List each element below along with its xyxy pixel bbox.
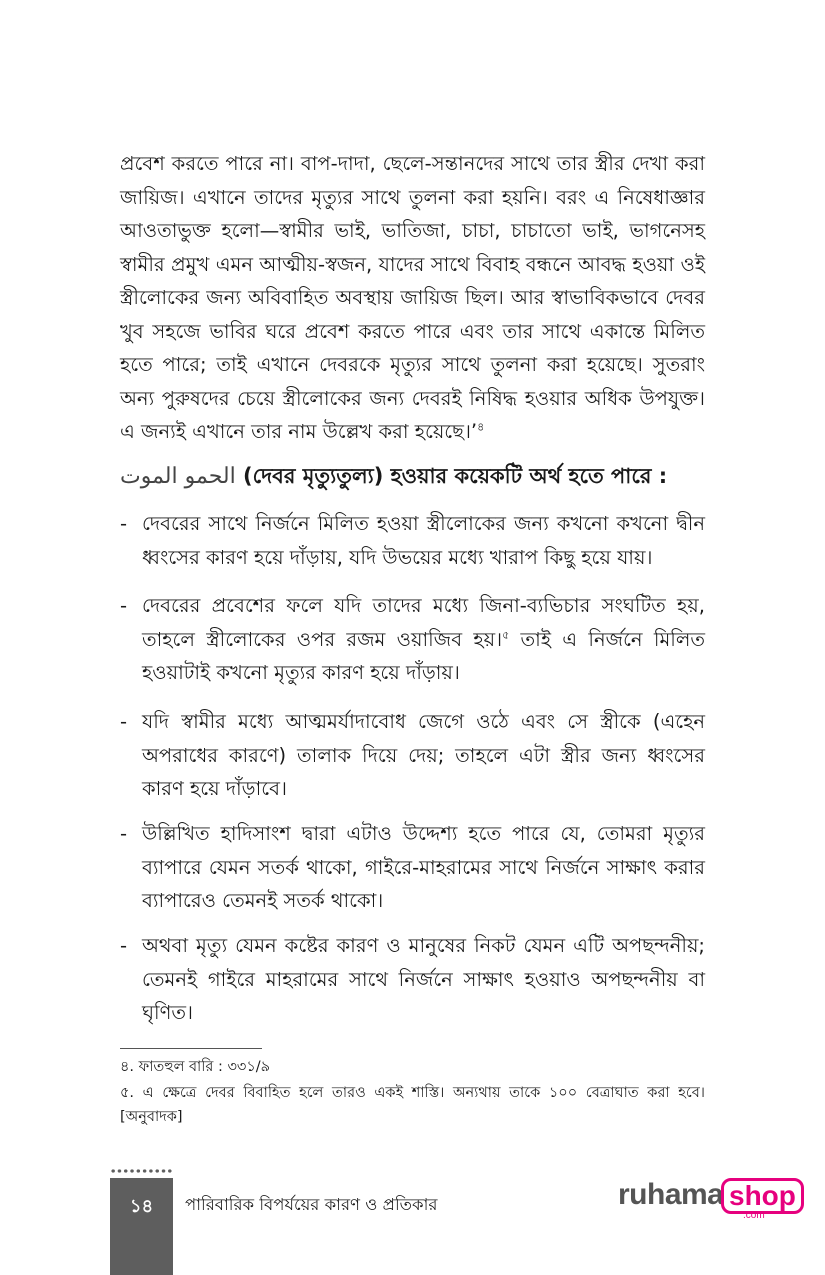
footnote-4: ৪. ফাতহুল বারি : ৩৩১/৯: [120, 1059, 271, 1075]
body-paragraph: [120, 147, 705, 449]
bullet-dash: -: [120, 512, 128, 535]
list-item: [120, 705, 705, 806]
list-item-text: উল্লিখিত হাদিসাংশ দ্বারা এটাও উদ্দেশ্য হতে পারে যে, তোমরা মৃত্যুর ব্যাপারে যেমন সতর্ক থাকো, গাইরে-মাহরামের সাথে নির্জনে সাক্ষাৎ করার ব্যাপারেও তেমনই সতর্ক থাকো।: [142, 822, 705, 912]
list-item: [120, 589, 705, 690]
list-item: [120, 929, 705, 1030]
logo-com-text: .com: [743, 1210, 765, 1221]
logo-shop-text: shop: [721, 1178, 804, 1214]
list-item: [120, 817, 705, 918]
bullet-dash: -: [120, 934, 128, 957]
logo-ruhama-text: ruhama: [618, 1178, 724, 1211]
footnote-ref-5[interactable]: ৫: [502, 628, 510, 641]
bullet-dash: -: [120, 594, 128, 617]
footnote-divider: [120, 1048, 262, 1049]
book-title: পারিবারিক বিপর্যয়ের কারণ ও প্রতিকার: [185, 1195, 438, 1214]
heading-arabic: الحمو الموت: [120, 464, 236, 489]
page-number: ১৪: [129, 1196, 154, 1217]
footer-dots-decoration: [110, 1168, 173, 1174]
list-item-text: অথবা মৃত্যু যেমন কষ্টের কারণ ও মানুষের নিকট যেমন এটি অপছন্দনীয়; তেমনই গাইরে মাহরামের সাথে নির্জনে সাক্ষাৎ হওয়াও অপছন্দনীয় বা ঘৃণিত।: [142, 934, 705, 1024]
bullet-dash: -: [120, 710, 128, 733]
list-item-text-tail: তাই এ নির্জনে মিলিত হওয়াটাই কখনো মৃত্যুর কারণ হয়ে দাঁড়ায়।: [142, 627, 706, 684]
heading-text: (দেবর মৃত্যুতুল্য) হওয়ার কয়েকটি অর্থ হতে পারে :: [243, 464, 668, 488]
footnote-5: ৫. এ ক্ষেত্রে দেবর বিবাহিত হলে তারও একই শাস্তি। অন্যথায় তাকে ১০০ বেত্রাঘাত করা হবে। [অনুবাদক]: [120, 1085, 705, 1125]
bullet-dash: -: [120, 822, 128, 845]
footnote-ref-4[interactable]: ৪: [477, 420, 485, 434]
list-item: [120, 507, 705, 574]
body-paragraph-text: প্রবেশ করতে পারে না। বাপ-দাদা, ছেলে-সন্তানদের সাথে তার স্ত্রীর দেখা করা জায়িজ। এখানে তাদের মৃত্যুর সাথে তুলনা করা হয়নি। বরং এ নিষেধাজ্ঞার আওতাভুক্ত হলো—স্বামীর ভাই, ভাতিজা, চাচা, চাচাতো ভাই, ভাগনেসহ স্বামীর প্রমুখ এমন আত্মীয়-স্বজন, যাদের সাথে বিবাহ বন্ধনে আবদ্ধ হওয়া ওই স্ত্রীলোকের জন্য অবিবাহিত অবস্থায় জায়িজ ছিল। আর স্বাভাবিকভাবে দেবর খুব সহজে ভাবির ঘরে প্রবেশ করতে পারে এবং তার সাথে একান্তে মিলিত হতে পারে; তাই এখানে দেবরকে মৃত্যুর সাথে তুলনা করা হয়েছে। সুতরাং অন্য পুরুষদের চেয়ে স্ত্রীলোকের জন্য দেবরই নিষিদ্ধ হওয়ার অধিক উপযুক্ত। এ জন্যই এখানে তার নাম উল্লেখ করা হয়েছে।’: [120, 152, 705, 443]
list-item-text: দেবরের সাথে নির্জনে মিলিত হওয়া স্ত্রীলোকের জন্য কখনো কখনো দ্বীন ধ্বংসের কারণ হয়ে দাঁড়ায়, যদি উভয়ের মধ্যে খারাপ কিছু হয়ে যায়।: [142, 512, 705, 569]
list-item-text: যদি স্বামীর মধ্যে আত্মমর্যাদাবোধ জেগে ওঠে এবং সে স্ত্রীকে (এহেন অপরাধের কারণে) তালাক দিয়ে দেয়; তাহলে এটা স্ত্রীর জন্য ধ্বংসের কারণ হয়ে দাঁড়াবে।: [142, 710, 705, 800]
list-item-text: দেবরের প্রবেশের ফলে যদি তাদের মধ্যে জিনা-ব্যভিচার সংঘটিত হয়, তাহলে স্ত্রীলোকের ওপর রজম ওয়াজিব হয়।: [142, 594, 705, 651]
section-heading: [120, 459, 705, 494]
